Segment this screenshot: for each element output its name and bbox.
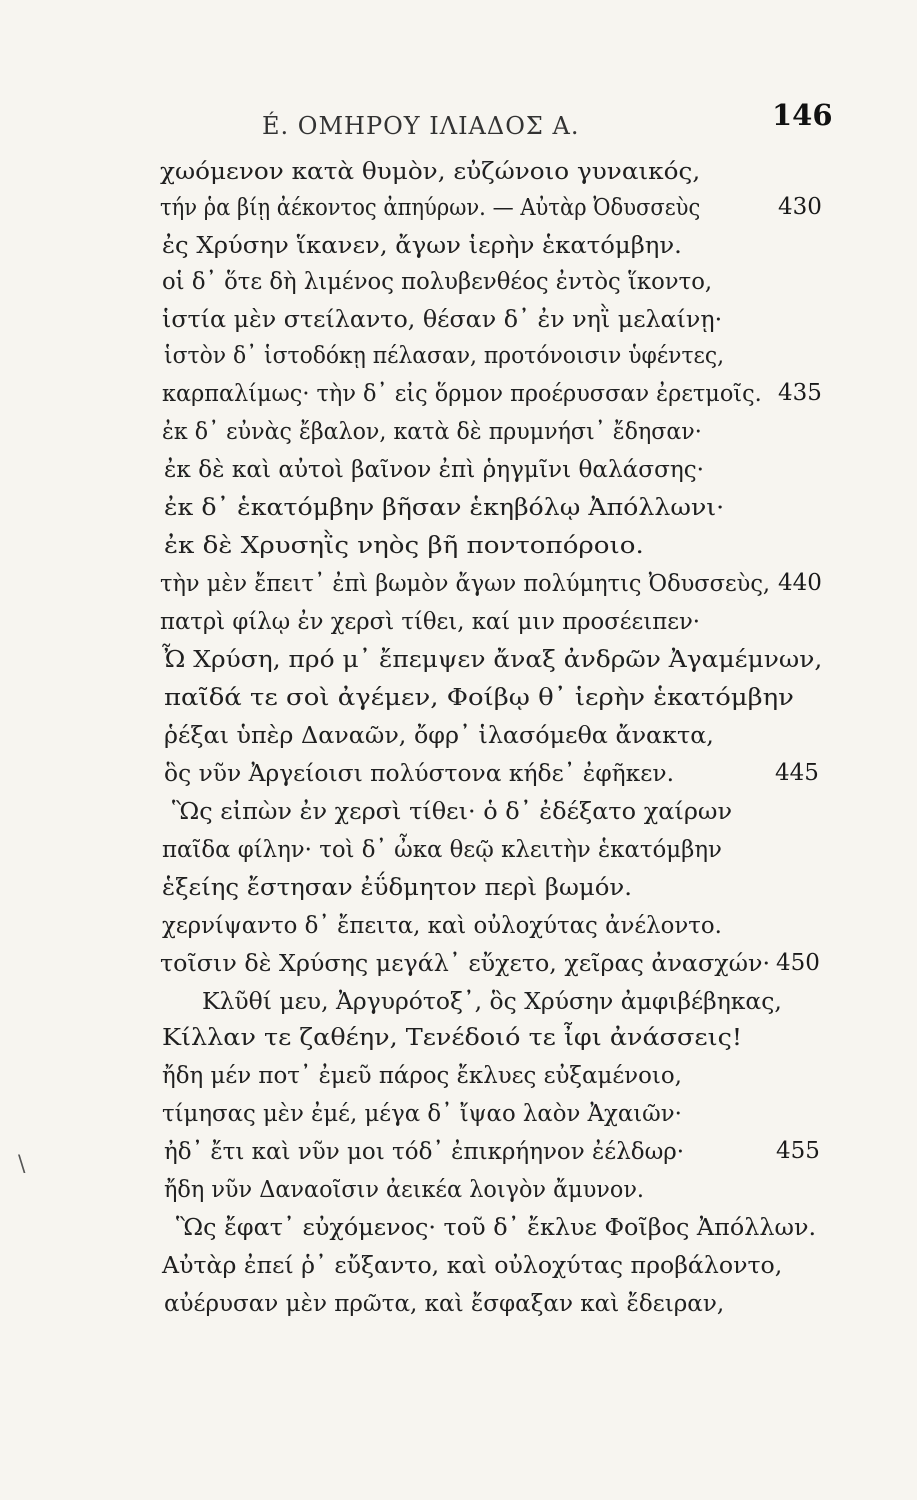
verse-line-number: 450 xyxy=(776,950,820,976)
verse-line-text: Ὦ Χρύση, πρό μ᾽ ἔπεμψεν ἄναξ ἀνδρῶν Ἀγαμέμνων, xyxy=(162,645,823,673)
verse-line-text: χερνίψαντο δ᾽ ἔπειτα, καὶ οὐλοχύτας ἀνέλοντο. xyxy=(162,911,722,939)
verse-line-text: χωόμενον κατὰ θυμὸν, εὐζώνοιο γυναικός, xyxy=(160,157,701,185)
verse-line-number: 455 xyxy=(776,1138,820,1164)
verse-line-text: παῖδά τε σοὶ ἀγέμεν, Φοίβῳ θ᾽ ἱερὴν ἑκατόμβην xyxy=(164,683,794,711)
verse-line-text: πατρὶ φίλῳ ἐν χερσὶ τίθει, καί μιν προσέειπεν· xyxy=(160,607,701,635)
verse-line-text: ἱστὸν δ᾽ ἱστοδόκῃ πέλασαν, προτόνοισιν ὑφέντες, xyxy=(164,341,725,369)
verse-line-text: παῖδα φίλην· τοὶ δ᾽ ὦκα θεῷ κλειτὴν ἑκατόμβην xyxy=(162,835,722,863)
verse-line-number: 445 xyxy=(775,760,819,786)
verse-line-number: 435 xyxy=(778,380,822,406)
verse-line-number: 440 xyxy=(778,570,822,596)
verse-line-text: Ὣς ἔφατ᾽ εὐχόμενος· τοῦ δ᾽ ἔκλυε Φοῖβος Ἀπόλλων. xyxy=(176,1213,817,1241)
verse-line-text: Αὐτὰρ ἐπεί ῥ᾽ εὔξαντο, καὶ οὐλοχύτας προβάλοντο, xyxy=(162,1251,783,1279)
verse-line-text: τὴν μὲν ἔπειτ᾽ ἐπὶ βωμὸν ἄγων πολύμητις Ὀδυσσεὺς, xyxy=(160,569,771,597)
verse-line-text: ἐκ δὲ καὶ αὐτοὶ βαῖνον ἐπὶ ῥηγμῖνι θαλάσσης· xyxy=(164,455,705,483)
verse-line-text: ὃς νῦν Ἀργείοισι πολύστονα κήδε᾽ ἐφῆκεν. xyxy=(164,759,674,787)
verse-line-text: ἑξείης ἔστησαν ἐΰδμητον περὶ βωμόν. xyxy=(162,873,633,901)
verse-line-text: Ὣς εἰπὼν ἐν χερσὶ τίθει· ὁ δ᾽ ἐδέξατο χαίρων xyxy=(172,797,733,825)
verse-line-text: τίμησας μὲν ἐμέ, μέγα δ᾽ ἴψαο λαὸν Ἀχαιῶν· xyxy=(162,1099,682,1127)
running-header-title: É. ΟΜΗΡΟΥ ΙΛΙΑΔΟΣ Α. xyxy=(262,112,580,140)
verse-line-text: ῥέξαι ὑπὲρ Δαναῶν, ὄφρ᾽ ἱλασόμεθα ἄνακτα, xyxy=(164,721,714,749)
verse-line-text: οἱ δ᾽ ὅτε δὴ λιμένος πολυβενθέος ἐντὸς ἵκοντο, xyxy=(162,267,713,295)
page-number: 146 xyxy=(772,98,833,132)
margin-mark: \ xyxy=(18,1152,26,1177)
verse-line-text: καρπαλίμως· τὴν δ᾽ εἰς ὅρμον προέρυσσαν ἐρετμοῖς. xyxy=(162,379,762,407)
verse-line-text: τοῖσιν δὲ Χρύσης μεγάλ᾽ εὔχετο, χεῖρας ἀνασχών· xyxy=(160,949,771,977)
verse-line-text: ἐς Χρύσην ἵκανεν, ἄγων ἱερὴν ἑκατόμβην. xyxy=(162,231,682,259)
verse-line-text: ἐκ δ᾽ ἑκατόμβην βῆσαν ἑκηβόλῳ Ἀπόλλωνι· xyxy=(164,493,725,521)
verse-line-text: ἐκ δὲ Χρυσηῒς νηὸς βῆ ποντοπόροιο. xyxy=(164,531,644,559)
verse-line-text: Κλῦθί μευ, Ἀργυρότοξ᾽, ὃς Χρύσην ἀμφιβέβηκας, xyxy=(202,987,782,1015)
verse-line xyxy=(0,1288,917,1332)
verse-line-text: ἠδ᾽ ἔτι καὶ νῦν μοι τόδ᾽ ἐπικρήηνον ἐέλδωρ· xyxy=(164,1137,685,1165)
verse-line-text: τήν ῥα βίῃ ἀέκοντος ἀπηύρων. — Αὐτὰρ Ὀδυσσεὺς xyxy=(160,193,701,221)
verse-line-text: ἤδη νῦν Δαναοῖσιν ἀεικέα λοιγὸν ἄμυνον. xyxy=(164,1175,645,1203)
verse-line-text: ἱστία μὲν στείλαντο, θέσαν δ᾽ ἐν νηῒ μελαίνῃ· xyxy=(162,305,723,333)
verse-line-text: ἤδη μέν ποτ᾽ ἐμεῦ πάρος ἔκλυες εὐξαμένοιο, xyxy=(162,1061,682,1089)
verse-line-text: αὐέρυσαν μὲν πρῶτα, καὶ ἔσφαξαν καὶ ἔδειραν, xyxy=(164,1289,725,1317)
verse-line-number: 430 xyxy=(778,194,822,220)
verse-line-text: ἐκ δ᾽ εὐνὰς ἔβαλον, κατὰ δὲ πρυμνήσι᾽ ἔδησαν· xyxy=(162,417,702,445)
verse-line-text: Κίλλαν τε ζαθέην, Τενέδοιό τε ἶφι ἀνάσσεις! xyxy=(162,1023,743,1051)
